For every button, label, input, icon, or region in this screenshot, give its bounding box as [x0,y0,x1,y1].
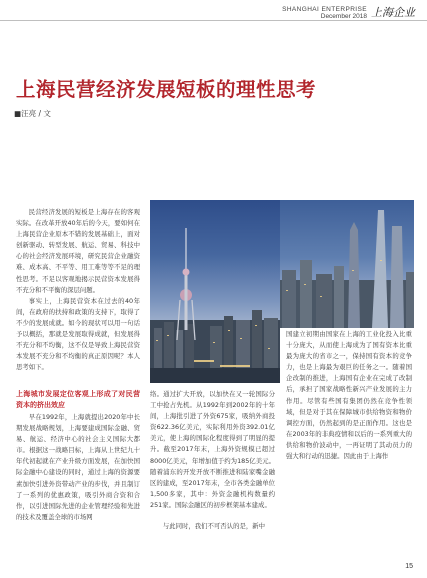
article-title: 上海民营经济发展短板的理性思考 [16,78,317,101]
header-rule [0,20,427,21]
intro-paragraph-1: 民营经济发展的短板是上海存在的客观实际。在改革开放40年后的今天，要如何在上海民营企业原本不错的发展基础上，面对创新驱动、转型发展、航运、贸易、科技中心的社会经济发展环境，研究民营企业融资难、成本高、不平等、用工难等等不足的理性思考。不足以客观地揭示民营资本发展得不充分和不平衡的深层问题。 [16,208,140,294]
section-heading: 上海城市发展定位客观上形成了对民营资本的挤出效应 [16,390,140,409]
magazine-name-en: SHANGHAI ENTERPRISE [282,6,367,13]
middle-column [150,389,275,532]
masthead [282,6,415,20]
right-column [286,329,412,462]
right-column-paragraph: 国建立初期由国家在上海的工业化投入比重十分庞大，从而使上海成为了国有资本比重最为庞大的省市之一，保持国有资本的竞争力，也是上海最为艰巨的任务之一。随着国企改制的推进，上海国有企业在完成了改制后，承担了国家战略性新兴产业发展的主力作用。尽管有些国有集团仍然在竞争性领域，但是对于其在保障城市供给物资和物价调控方面，仍然起到的是正面作用。这也是在2003年的非典疫情和以后的一系列重大的供给和物价波动中，一再证明了其动员力的强大和行动的迅捷。因此由于上海作 [286,330,412,461]
page-number: 15 [405,563,413,570]
magazine-logo: 上海企业 [371,6,415,19]
left-column [16,389,140,523]
byline [14,108,51,119]
issue-date: December 2018 [320,13,367,20]
intro-column [16,207,140,373]
city-skyline-photo [150,200,280,383]
skyscrapers-photo [280,200,414,328]
intro-paragraph-2: 事实上，上海民营资本在过去的40年间，在政府的扶持和政策的支持下，取得了不少的发展成就。如今的现状可以用一句话予以概括，那就是发展取得成就，但发展得不充分和不均衡，这不仅是导致上海民营资本发展不充分和不均衡的真正原因呢？本人思考如下。 [16,296,140,372]
byline-text: ■汪亮 / 文 [14,109,51,118]
left-column-paragraph: 早在1992年，上海就提出2020年中长期发展战略规划，上海要建成国际金融、贸易、航运、经济中心的社会主义国际大都市。根据这一战略目标，上海从上世纪九十年代初起就在产业升级方面发展，在加快国际金融中心建设的同时，通过上海的资源要素加快引进外资带动产业的步伐，并且制订了一系列的优惠政策，吸引外商合资和合作，以引进国际先进的企业管理经验和先进的技术及覆盖全球的市场网 [16,413,140,521]
middle-column-paragraph: 络。通过扩大开放，以加快在又一轮国际分工中抢占先机。从1992年到2002年的十年间，上海批引进了外资675家，吸纳外商投资622.36亿美元，实际利用外资392.01亿美元，使上海的国际化程度得到了明显的提升。截至2017年末，上海外资规模已超过8000亿美元，年增加值于约为185亿美元。随着浦东的开发开放不断推进和陆家嘴金融区的建成，至2017年末，全市各类金融单位1,500多家，其中：外资金融机构数量约251家。国际金融区的初步框架基本建成。 [150,390,275,509]
middle-column-tail: 与此同时，我们不可否认的是，新中 [162,522,266,531]
